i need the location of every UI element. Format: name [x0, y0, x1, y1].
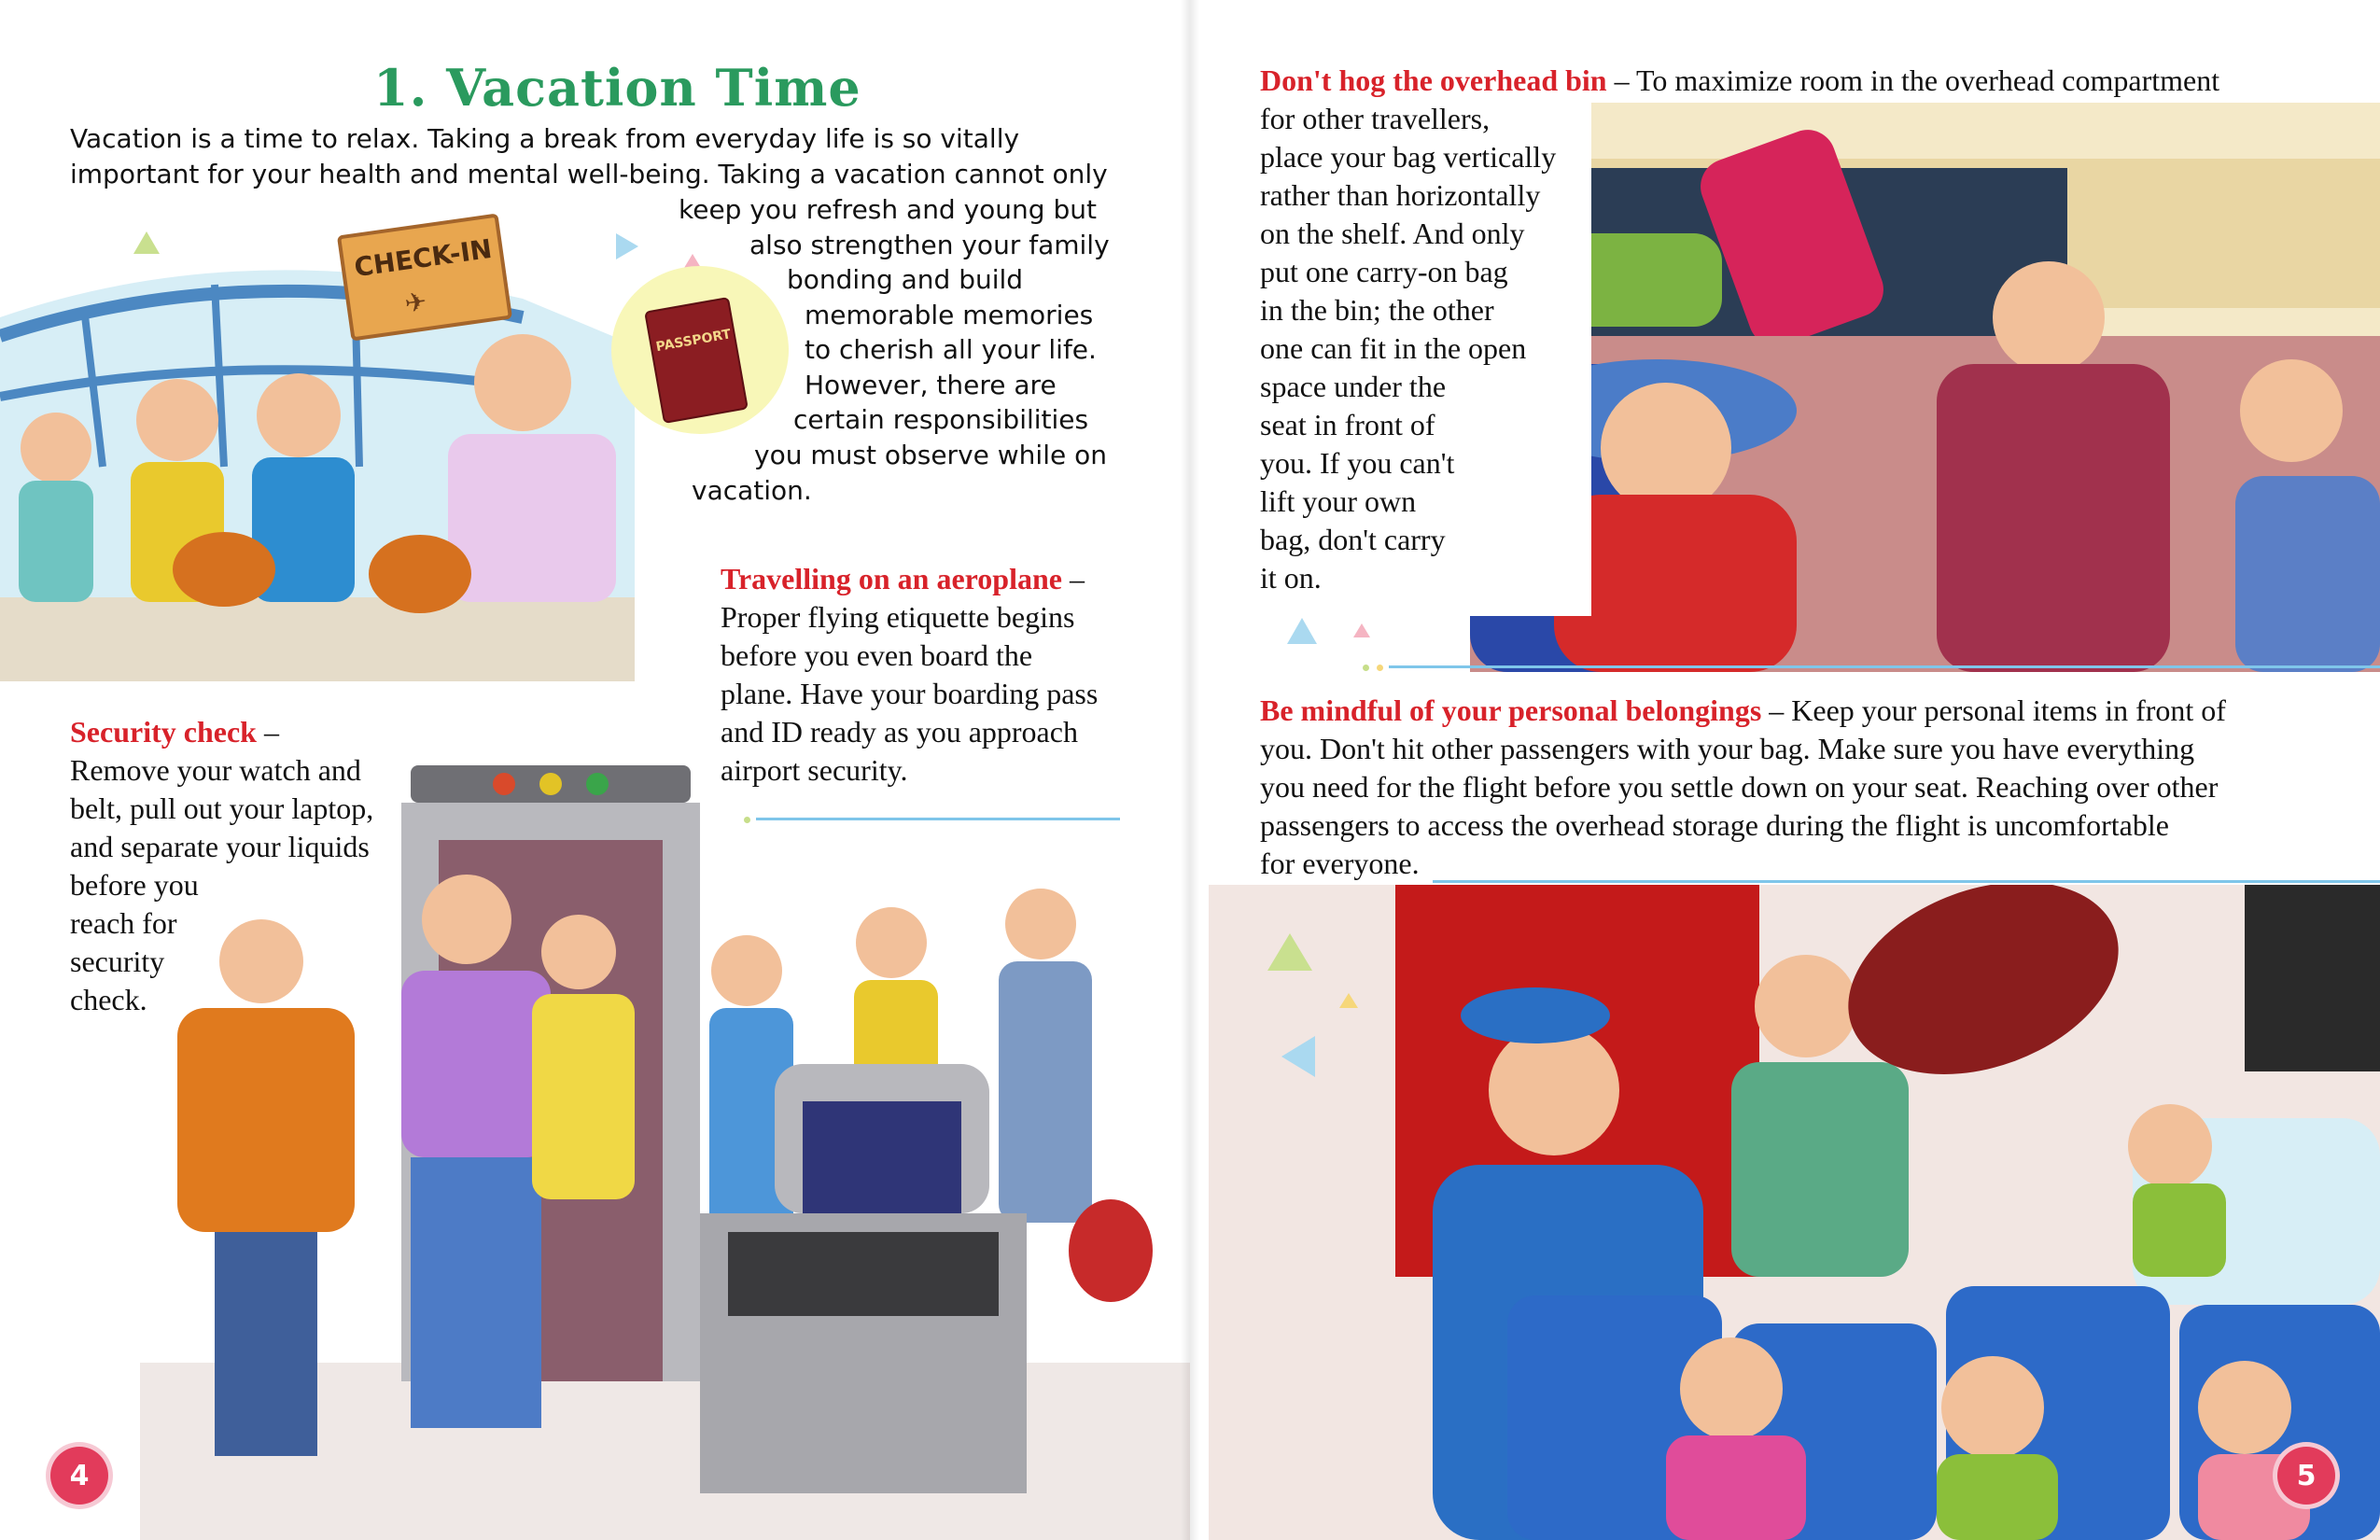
aeroplane-text: airport security.	[721, 753, 908, 787]
overhead-text: you. If you can't	[1260, 446, 1455, 480]
decor-triangle	[1267, 933, 1312, 971]
aeroplane-text: –	[1061, 562, 1085, 595]
chapter-title: 1. Vacation Time	[373, 58, 861, 118]
intro-line: certain responsibilities	[793, 404, 1089, 435]
belongings-heading: Be mindful of your personal belongings	[1260, 693, 1762, 727]
overhead-text: seat in front of	[1260, 408, 1435, 441]
intro-line: to cherish all your life.	[805, 334, 1097, 365]
intro-line: vacation.	[692, 475, 812, 506]
intro-line: important for your health and mental well-being. Taking a vacation cannot only	[70, 159, 1108, 189]
security-text: and separate your liquids	[70, 830, 370, 863]
belongings-text: passengers to access the overhead storage during the flight is uncomfortable	[1260, 808, 2169, 842]
security-illustration	[140, 709, 1190, 1540]
aeroplane-text: and ID ready as you approach	[721, 715, 1078, 749]
overhead-text: lift your own	[1260, 484, 1417, 518]
intro-line: keep you refresh and young but	[679, 194, 1097, 225]
security-text: belt, pull out your laptop,	[70, 791, 374, 825]
intro-line: memorable memories	[805, 300, 1094, 330]
decor-triangle	[1287, 618, 1317, 644]
intro-line: However, there are	[805, 370, 1057, 400]
decor-triangle	[1339, 993, 1358, 1008]
belongings-text: you need for the flight before you settle down on your seat. Reaching over other	[1260, 770, 2219, 804]
intro-line: also strengthen your family	[749, 230, 1110, 260]
security-heading: Security check	[70, 715, 257, 749]
security-text: check.	[70, 983, 147, 1016]
aeroplane-text: before you even board the	[721, 638, 1033, 672]
intro-line: Vacation is a time to relax. Taking a break from everyday life is so vitally	[70, 123, 1020, 154]
aeroplane-text: plane. Have your boarding pass	[721, 677, 1099, 710]
intro-line: bonding and build	[787, 264, 1024, 295]
overhead-heading: Don't hog the overhead bin	[1260, 63, 1607, 97]
overhead-text: put one carry-on bag	[1260, 255, 1508, 288]
belongings-text: for everyone.	[1260, 847, 1420, 880]
overhead-text: – To maximize room in the overhead compartment	[1606, 63, 2220, 97]
overhead-text: on the shelf. And only	[1260, 217, 1525, 250]
decor-triangle	[1281, 1036, 1315, 1077]
overhead-text: in the bin; the other	[1260, 293, 1494, 327]
checkin-illustration	[0, 196, 635, 681]
belongings-section	[1260, 692, 2226, 883]
security-text: security	[70, 945, 165, 978]
plane-icon: ✈	[402, 286, 429, 320]
page-number-badge: 4	[50, 1447, 108, 1505]
overhead-text: one can fit in the open	[1260, 331, 1527, 365]
rule-dot	[1363, 665, 1369, 671]
aeroplane-text: Proper flying etiquette begins	[721, 600, 1075, 634]
overhead-text: it on.	[1260, 561, 1322, 595]
checkin-sign	[337, 213, 512, 341]
page-number-badge: 5	[2277, 1447, 2335, 1505]
security-text: before you	[70, 868, 199, 902]
overhead-text: space under the	[1260, 370, 1447, 403]
security-text: reach for	[70, 906, 177, 940]
belongings-text: you. Don't hit other passengers with your bag. Make sure you have everything	[1260, 732, 2195, 765]
right-page	[1190, 0, 2380, 1540]
checkin-sign-text: CHECK-IN	[352, 232, 495, 284]
cabin-illustration	[1209, 885, 2380, 1540]
decor-triangle	[1353, 623, 1370, 637]
section-divider	[1389, 665, 2380, 668]
aeroplane-heading: Travelling on an aeroplane	[721, 562, 1062, 595]
overhead-text: bag, don't carry	[1260, 523, 1446, 556]
passport-label: PASSPORT	[654, 327, 733, 356]
section-divider	[1433, 880, 2380, 883]
security-text: –	[256, 715, 279, 749]
intro-line: you must observe while on	[754, 440, 1107, 470]
overhead-text: for other travellers,	[1260, 102, 1491, 135]
rule-dot	[1377, 665, 1383, 671]
security-text: Remove your watch and	[70, 753, 361, 787]
page-gutter	[1181, 0, 1199, 1540]
overhead-section	[1260, 62, 2219, 597]
belongings-text: – Keep your personal items in front of	[1761, 693, 2226, 727]
overhead-text: place your bag vertically	[1260, 140, 1557, 174]
overhead-text: rather than horizontally	[1260, 178, 1541, 212]
